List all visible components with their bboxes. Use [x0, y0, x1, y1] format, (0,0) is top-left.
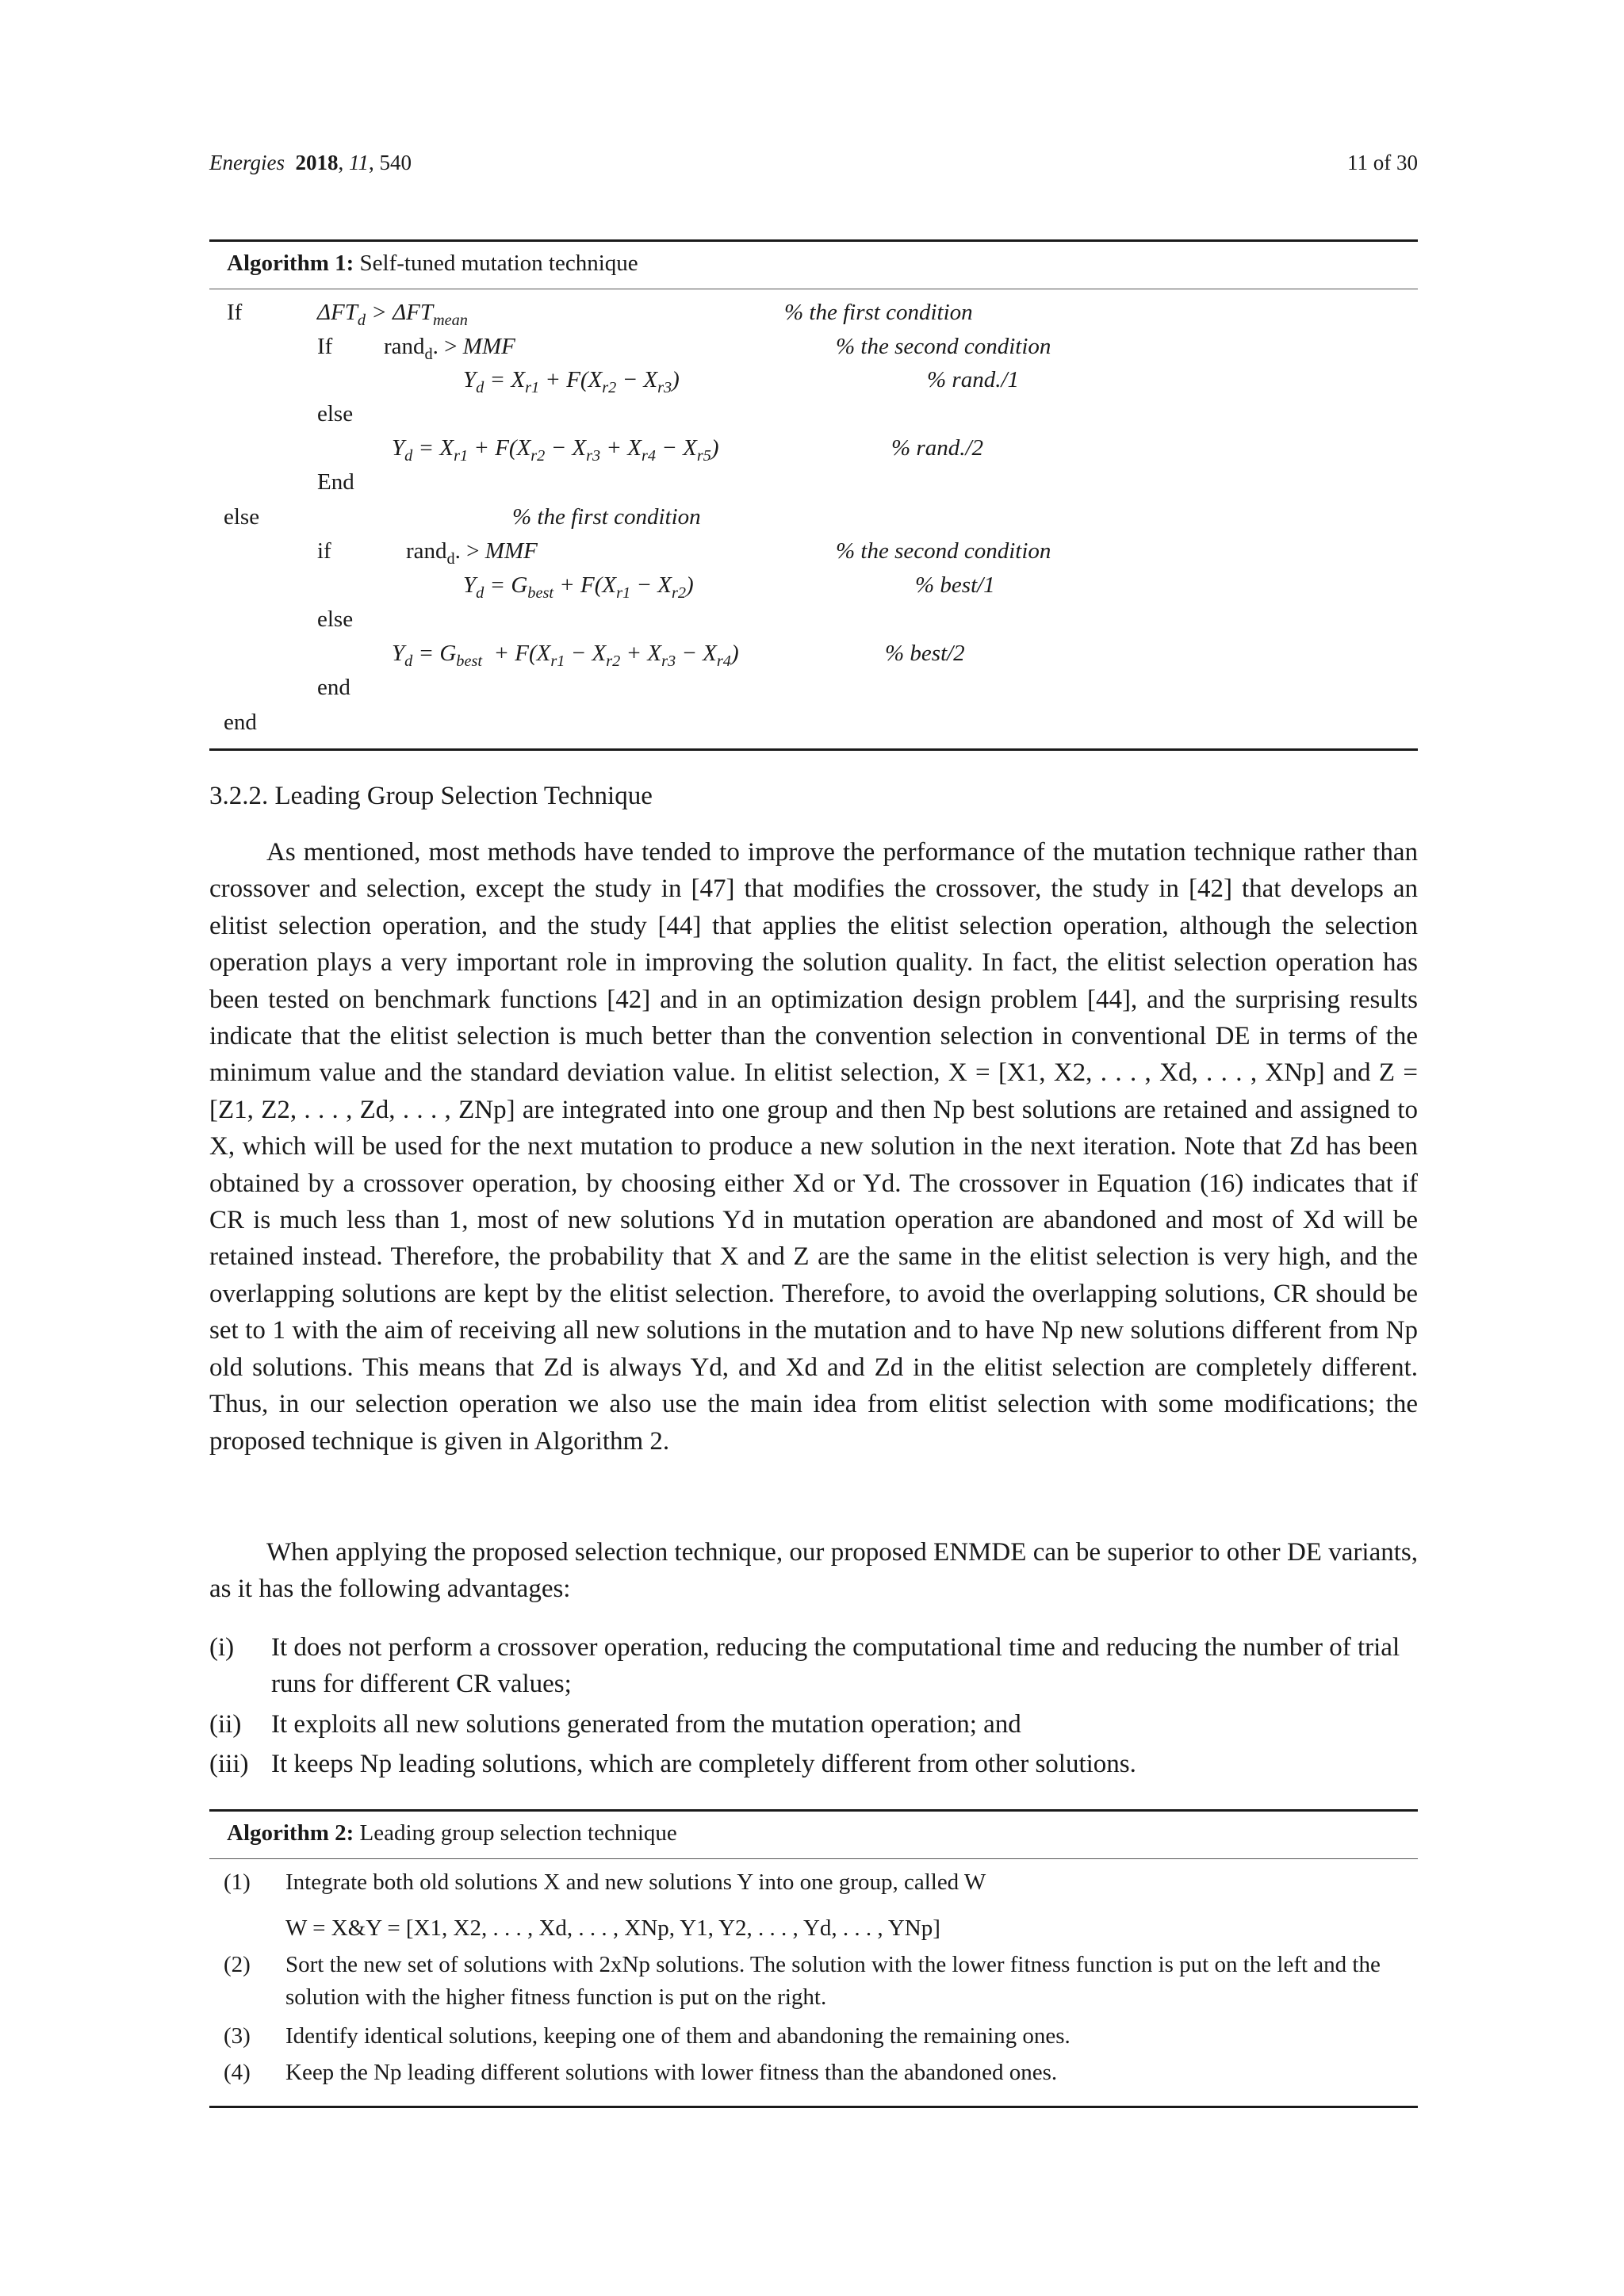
step-number: (4): [224, 2060, 251, 2085]
algorithm1-caption: [227, 251, 638, 277]
alg1-comment: % the first condition: [784, 300, 973, 325]
algorithm1-line: [209, 504, 1418, 539]
body-paragraph-2: When applying the proposed selection technique, our proposed ENMDE can be superior to other DE variants, as it has the following advantages:: [209, 1538, 1418, 1604]
alg1-comment: % the second condition: [836, 334, 1051, 359]
alg1-comment: % rand./1: [927, 367, 1019, 392]
body-paragraph-1: As mentioned, most methods have tended to improve the performance of the mutation technique rather than crossover and selection, except the study in [47] that modifies the crossover, the study in [42] that develops an elitist selection operation, and the study [44] that applies the elitist selection operation, although the selection operation plays a very important role in improving the solution quality. In fact, the elitist selection operation has been tested on benchmark functions [42] and in an optimization design problem [44], and the surprising results indicate that the elitist selection is much better than the convention selection in conventional DE in terms of the minimum value and the standard deviation value. In elitist selection, X = [X1, X2, . . . , Xd, . . . , XNp] and Z = [Z1, Z2, . . . , Zd, . . . , ZNp] are integrated into one group and then Np best solutions are retained and assigned to X, which will be used for the next mutation to produce a new solution in the next iteration. Note that Zd has been obtained by a crossover operation, by choosing either Xd or Yd. The crossover in Equation (16) indicates that if CR is much less than 1, most of new solutions Yd in mutation operation are abandoned and most of Xd will be retained instead. Therefore, the probability that X and Z are the same in the elitist selection is very high, and the overlapping solutions are kept by the elitist selection. Therefore, to avoid the overlapping solutions, CR should be set to 1 with the aim of receiving all new solutions in the mutation and to have Np new solutions different from Np old solutions. This means that Zd is always Yd, and Xd and Zd in the elitist selection are completely different. Thus, in our selection operation we also use the main idea from elitist selection with some modifications; the proposed technique is given in Algorithm 2.: [209, 838, 1418, 1456]
algorithm1-bottom-rule: [209, 748, 1418, 751]
algorithm1-line: [209, 675, 1418, 710]
alg1-keyword: end: [224, 710, 257, 735]
advantages-list: [209, 1629, 1418, 1783]
step-text: W = X&Y = [X1, X2, . . . , Xd, . . . , XNp, Y1, Y2, . . . , Yd, . . . , YNp]: [285, 1915, 940, 1941]
algorithm2-title: Leading group selection technique: [359, 1820, 677, 1846]
algorithm2-caption: [227, 1820, 677, 1846]
journal-citation: Energies 2018, 11, 540: [209, 151, 412, 174]
algorithm1-line: [209, 469, 1418, 504]
step-text: Sort the new set of solutions with 2xNp solutions. The solution with the lower fitness function is put on the left and the solution with the higher fitness function is put on the right.: [285, 1952, 1381, 2010]
algorithm1-line: [209, 334, 1418, 369]
list-item: [209, 1629, 1418, 1703]
alg1-expression: $\Delta FT_d > \Delta FT_{mean}$: [317, 300, 468, 329]
algorithm2-top-rule: [209, 1809, 1418, 1812]
list-item-text: It exploits all new solutions generated from the mutation operation; and: [271, 1709, 1021, 1739]
step-number: (2): [224, 1952, 251, 1977]
page-indicator: 11 of 30: [1347, 151, 1418, 174]
alg1-keyword: else: [317, 607, 354, 632]
step-number: (3): [224, 2023, 251, 2049]
list-item: [209, 1706, 1418, 1743]
algorithm1-top-rule: [209, 239, 1418, 242]
algorithm1-line: [209, 607, 1418, 641]
article-number: 540: [379, 151, 412, 174]
alg1-expression: rand$_d$. > MMF: [384, 334, 515, 363]
algorithm1-line: [209, 538, 1418, 573]
algorithm1-line: [209, 435, 1418, 470]
alg1-comment: % best/2: [885, 641, 965, 666]
algorithm1-line: [209, 367, 1418, 402]
algorithm1-line: [209, 710, 1418, 744]
step-text: Integrate both old solutions X and new solutions Y into one group, called W: [285, 1869, 986, 1895]
list-item-number: (ii): [209, 1709, 242, 1739]
algorithm1-label: Algorithm 1:: [227, 251, 354, 276]
alg1-expression: rand$_d$. > MMF: [406, 538, 538, 568]
alg1-keyword: else: [224, 504, 260, 530]
alg1-comment: % the first condition: [512, 504, 701, 530]
algorithm2-bottom-rule: [209, 2106, 1418, 2108]
algorithm2-caption-rule: [209, 1858, 1418, 1859]
alg1-comment: % rand./2: [891, 435, 983, 461]
algorithm1-line: [209, 300, 1418, 335]
alg1-keyword: else: [317, 401, 354, 427]
step-text: Keep the Np leading different solutions with lower fitness than the abandoned ones.: [285, 2060, 1058, 2085]
running-head: [209, 151, 1418, 179]
list-item-number: (iii): [209, 1750, 249, 1779]
step-number: (1): [224, 1869, 251, 1895]
journal-volume: 11: [348, 151, 369, 174]
journal-name: Energies: [209, 151, 285, 174]
alg1-keyword: if: [317, 538, 331, 564]
algorithm1-line: [209, 572, 1418, 607]
alg1-keyword: End: [317, 469, 354, 495]
section-title: 3.2.2. Leading Group Selection Technique: [209, 782, 653, 810]
journal-year: 2018: [295, 151, 339, 174]
alg1-expression: $Y_d = G_{best} + F(X_{r1} - X_{r2} + X_{r3} - X_{r4})$: [392, 641, 739, 670]
list-item-number: (i): [209, 1633, 235, 1662]
algorithm2-label: Algorithm 2:: [227, 1820, 354, 1846]
alg1-keyword: If: [227, 300, 243, 325]
alg1-expression: $Y_d = X_{r1} + F(X_{r2} - X_{r3})$: [463, 367, 680, 396]
alg1-keyword: If: [317, 334, 333, 359]
list-item: [209, 1746, 1418, 1782]
algorithm1-line: [209, 641, 1418, 675]
algorithm1-line: [209, 401, 1418, 436]
algorithm1-title: Self-tuned mutation technique: [359, 251, 638, 276]
list-item-text: It keeps Np leading solutions, which are completely different from other solutions.: [271, 1750, 1136, 1779]
alg1-comment: % the second condition: [836, 538, 1051, 564]
alg1-comment: % best/1: [915, 572, 995, 598]
step-text: Identify identical solutions, keeping one of them and abandoning the remaining ones.: [285, 2023, 1071, 2049]
alg1-keyword: end: [317, 675, 350, 700]
list-item-text: It does not perform a crossover operation, reducing the computational time and reducing the number of trial runs for different CR values;: [271, 1633, 1400, 1699]
alg1-expression: $Y_d = X_{r1} + F(X_{r2} - X_{r3} + X_{r4} - X_{r5})$: [392, 435, 719, 465]
alg1-expression: $Y_d = G_{best} + F(X_{r1} - X_{r2})$: [463, 572, 694, 602]
